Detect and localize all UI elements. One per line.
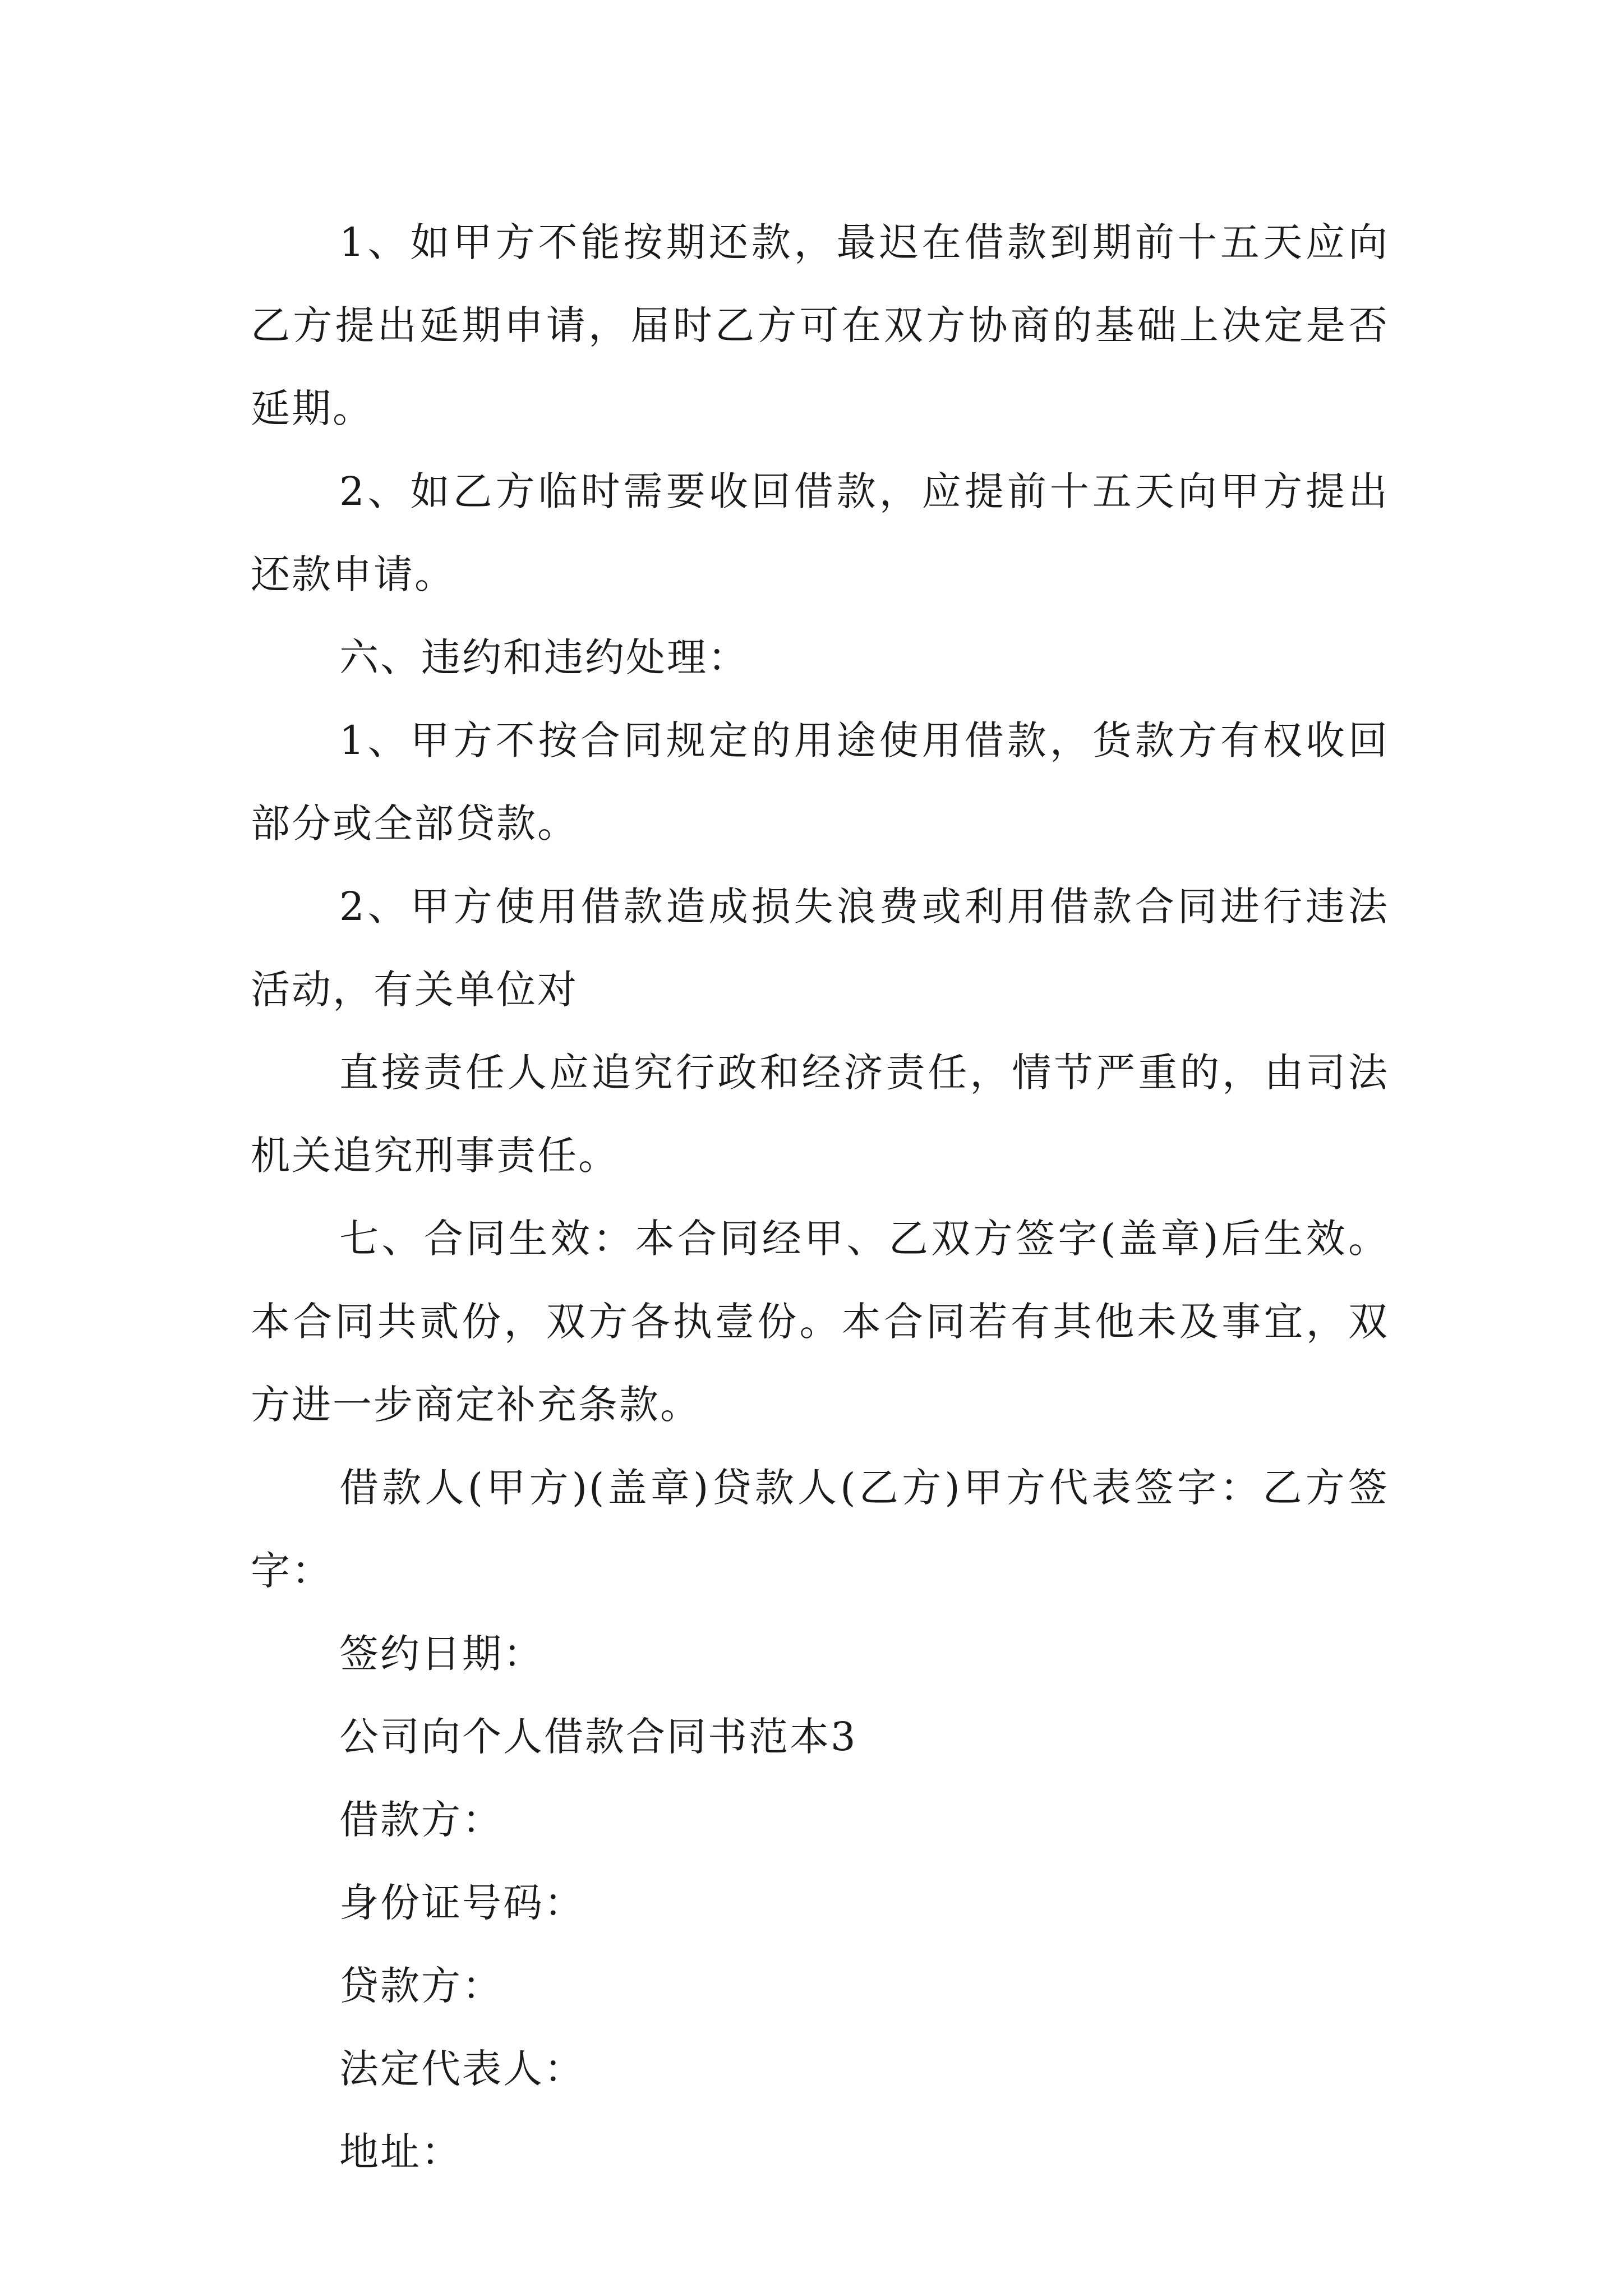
section-heading-breach: 六、违约和违约处理： — [339, 634, 749, 680]
address-label: 地址： — [339, 2129, 462, 2175]
paragraph-illegal-activity: 2、甲方使用借款造成损失浪费或利用借款合同进行违法活动，有关单位对 — [251, 884, 1389, 1013]
paragraph-liability: 直接责任人应追究行政和经济责任，情节严重的，由司法机关追究刑事责任。 — [251, 1050, 1389, 1179]
paragraph-signatures: 借款人(甲方)(盖章)贷款人(乙方)甲方代表签字：乙方签字： — [251, 1465, 1389, 1594]
legal-representative-label: 法定代表人： — [339, 2046, 585, 2092]
template-title: 公司向个人借款合同书范本3 — [339, 1714, 857, 1760]
paragraph-early-recall: 2、如乙方临时需要收回借款，应提前十五天向甲方提出还款申请。 — [251, 468, 1389, 597]
document-body — [251, 201, 1389, 2193]
paragraph-effectiveness: 七、合同生效：本合同经甲、乙双方签字(盖章)后生效。本合同共贰份，双方各执壹份。本合同若有其他未及事宜，双方进一步商定补充条款。 — [251, 1216, 1389, 1428]
paragraph-misuse-of-loan: 1、甲方不按合同规定的用途使用借款，货款方有权收回部分或全部贷款。 — [251, 717, 1389, 846]
signing-date-label: 签约日期： — [339, 1631, 544, 1677]
id-number-label: 身份证号码： — [339, 1880, 585, 1926]
borrower-label: 借款方： — [339, 1797, 503, 1843]
paragraph-extension-request: 1、如甲方不能按期还款，最迟在借款到期前十五天应向乙方提出延期申请，届时乙方可在双方协商的基础上决定是否延期。 — [251, 219, 1389, 431]
lender-label: 贷款方： — [339, 1963, 503, 2009]
